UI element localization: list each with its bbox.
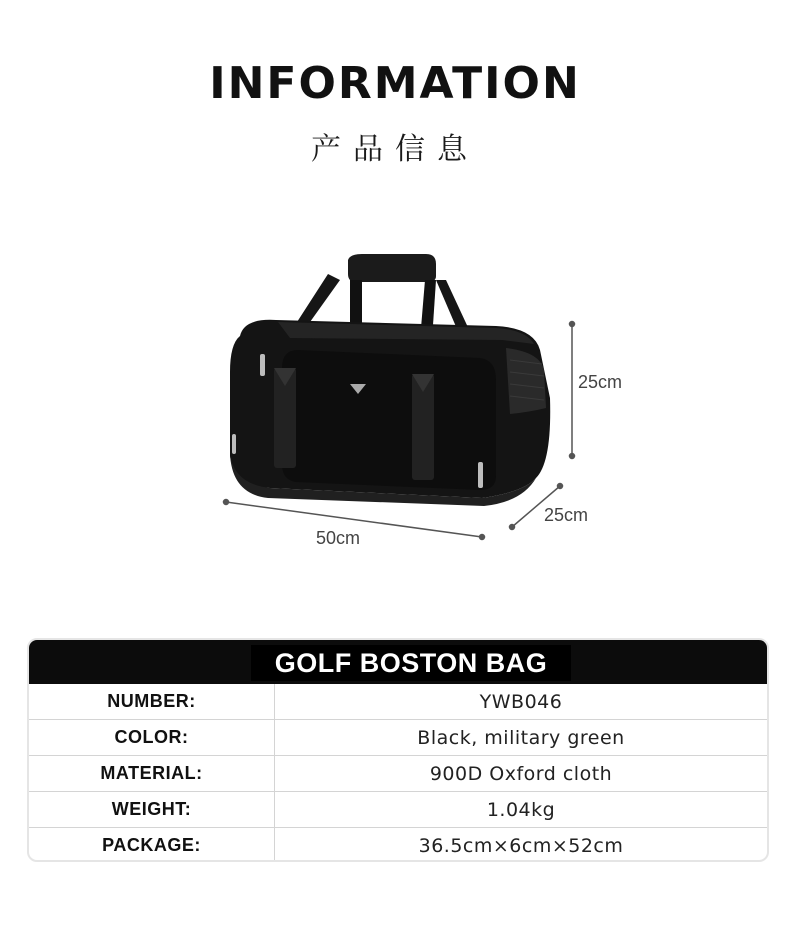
width-label: 50cm xyxy=(316,528,361,548)
spec-label: NUMBER: xyxy=(29,684,275,720)
spec-row-material xyxy=(29,756,767,792)
spec-label: PACKAGE: xyxy=(29,828,275,863)
spec-row-package xyxy=(29,828,767,863)
spec-row-weight xyxy=(29,792,767,828)
spec-card xyxy=(27,638,769,862)
spec-card-title: GOLF BOSTON BAG xyxy=(251,645,571,681)
duffel-bag-illustration xyxy=(200,240,660,560)
spec-row-color xyxy=(29,720,767,756)
spec-row-number xyxy=(29,684,767,720)
page-title: INFORMATION xyxy=(209,58,581,109)
spec-value: YWB046 xyxy=(275,684,768,720)
spec-value: 900D Oxford cloth xyxy=(275,756,768,792)
spec-label: WEIGHT: xyxy=(29,792,275,828)
product-image xyxy=(200,240,660,560)
spec-label: COLOR: xyxy=(29,720,275,756)
page-subtitle: 产品信息 xyxy=(311,132,479,167)
spec-label: MATERIAL: xyxy=(29,756,275,792)
depth-label: 25cm xyxy=(544,505,589,525)
height-label: 25cm xyxy=(578,372,623,392)
spec-value: Black, military green xyxy=(275,720,768,756)
spec-value: 36.5cm×6cm×52cm xyxy=(418,834,624,857)
spec-table xyxy=(29,684,767,862)
spec-value: 1.04kg xyxy=(275,792,768,828)
spec-card-header xyxy=(29,640,767,684)
